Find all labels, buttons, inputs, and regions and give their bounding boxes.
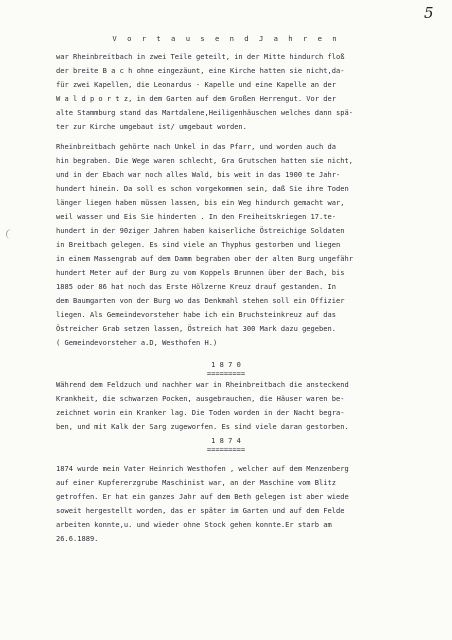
text-line: in einem Massengrab auf dem Damm begraben ober der alten Burg ungefähr: [56, 254, 353, 263]
text-line: Rheinbreitbach gehörte nach Unkel in das Pfarr, und worden auch da: [56, 142, 337, 151]
text-line: länger liegen haben müssen lassen, bis ein Weg hindurch gemacht war,: [56, 198, 345, 207]
text-line: in Breitbach gelegen. Es sind viele an Thyphus gestorben und liegen: [56, 240, 341, 249]
text-line: ben, und mit Kalk der Sarg zugeworfen. Es sind viele daran gestorben.: [56, 422, 349, 431]
text-line: arbeiten konnte,u. und wieder ohne Stock gehen konnte.Er starb am: [56, 520, 332, 529]
year-heading-1870: 1 8 7 0: [211, 360, 241, 369]
text-line: getroffen. Er hat ein ganzes Jahr auf dem Beth gelegen ist aber wiede: [56, 492, 349, 501]
text-line: 1885 oder 86 hat noch das Erste Hölzerne Kreuz drauf gestanden. In: [56, 282, 337, 291]
text-line: der breite B a c h ohne eingezäunt, eine Kirche hatten sie nicht,da-: [56, 66, 345, 75]
text-line: liegen. Als Gemeindevorsteher habe ich ein Bruchsteinkreuz auf das: [56, 310, 337, 319]
text-line: hundert hinein. Da soll es schon vorgekommen sein, daß Sie ihre Toden: [56, 184, 349, 193]
text-line: hundert Meter auf der Burg zu vom Koppels Brunnen über der Bach, bis: [56, 268, 345, 277]
text-line: ter zur Kirche umgebaut ist/ umgebaut worden.: [56, 122, 247, 131]
text-line: und in der Ebach war noch alles Wald, bis weit in das 1900 te Jahr-: [56, 170, 341, 179]
year-heading-1874: 1 8 7 4: [211, 436, 241, 445]
text-line: 1874 wurde mein Vater Heinrich Westhofen , welcher auf dem Menzenberg: [56, 464, 349, 473]
text-line: alte Stammburg stand das Martdalene,Heiligenhäuschen welches dann spä-: [56, 108, 353, 117]
text-line: 26.6.1889.: [56, 534, 99, 543]
text-line: Krankheit, die schwarzen Pocken, ausgebrauchen, die Häuser waren be-: [56, 394, 345, 403]
text-line: dem Baumgarten von der Burg wo das Denkmahl stehen soll ein Offizier: [56, 296, 345, 305]
text-line: hin begraben. Die Wege waren schlecht, Gra Grutschen hatten sie nicht,: [56, 156, 353, 165]
text-line: soweit hergestellt worden, das er später im Garten und auf dem Felde: [56, 506, 345, 515]
text-line: für zwei Kapellen, die Leonardus - Kapelle und eine Kapelle an der: [56, 80, 337, 89]
text-line: hundert in der 90ziger Jahren haben kaiserliche Östreichige Soldaten: [56, 226, 345, 235]
year-underline-1874: =========: [206, 445, 246, 454]
text-line: Während dem Feldzuch und nachher war in Rheinbreitbach die ansteckend: [56, 380, 349, 389]
text-line: weil wasser und Eis Sie hinderten . In den Freiheitskriegen 17.te-: [56, 212, 337, 221]
year-underline-1870: =========: [206, 369, 246, 378]
text-line: zeichnet worin ein Kranker lag. Die Toden worden in der Nacht begra-: [56, 408, 345, 417]
punch-hole-mark: [5, 228, 16, 239]
text-line: W a l d p o r t z, in dem Garten auf dem Großen Herrengut. Vor der: [56, 94, 337, 103]
text-line: Östreicher Grab setzen lassen, Östreich hat 300 Mark dazu gegeben.: [56, 324, 337, 333]
page-number: 5: [424, 4, 434, 22]
text-line: war Rheinbreitbach in zwei Teile geteilt, in der Mitte hindurch floß: [56, 52, 345, 61]
text-line: auf einer Kupfererzgrube Maschinist war, an der Maschine vom Blitz: [56, 478, 337, 487]
text-line: ( Gemeindevorsteher a.D, Westhofen H.): [56, 338, 218, 347]
heading: V o r t a u s e n d J a h r e n: [112, 34, 340, 43]
